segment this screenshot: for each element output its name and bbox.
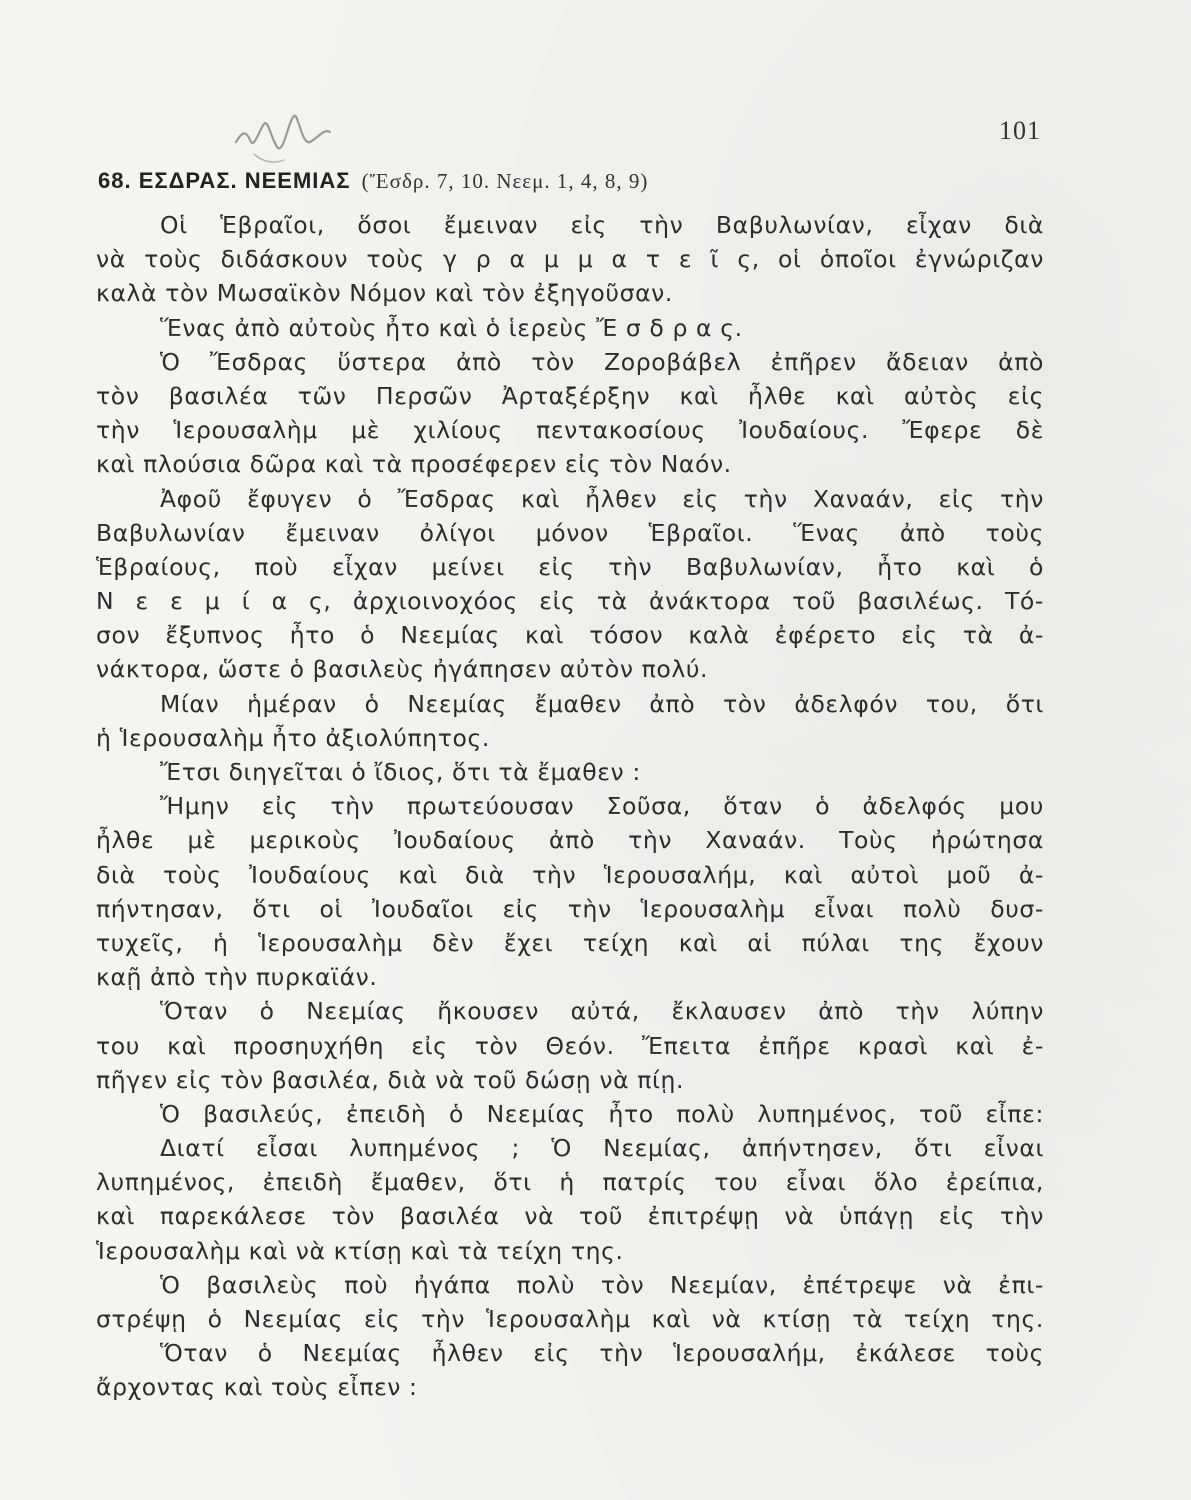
text-line: Διατί εἶσαι λυπημένος ; Ὁ Νεεμίας, ἀπήντησεν, ὅτι εἶναι (160, 1134, 1044, 1163)
text-line: ἦλθε μὲ μερικοὺς Ἰουδαίους ἀπὸ τὴν Χαναάν. Τοὺς ἠρώτησα (96, 826, 1044, 855)
text-line: Ἕνας ἀπὸ αὐτοὺς ἦτο καὶ ὁ ἱερεὺς Ἔ σ δ ρ α ς. (160, 313, 743, 342)
text-line: Ἱερουσαλὴμ καὶ νὰ κτίσῃ καὶ τὰ τείχη της. (96, 1236, 624, 1265)
body-text (96, 208, 1044, 1405)
text-line: Ὅταν ὁ Νεεμίας ἤκουσεν αὐτά, ἔκλαυσεν ἀπὸ τὴν λύπην (160, 997, 1044, 1026)
scripture-reference: (Ἔσδρ. 7, 10. Νεεμ. 1, 4, 8, 9) (361, 169, 649, 193)
text-line: καῇ ἀπὸ τὴν πυρκαϊάν. (96, 963, 378, 992)
text-line: του καὶ προσηυχήθη εἰς τὸν Θεόν. Ἔπειτα ἐπῆρε κρασὶ καὶ ἐ- (96, 1031, 1044, 1060)
text-line: Ὁ βασιλεὺς ποὺ ἠγάπα πολὺ τὸν Νεεμίαν, ἐπέτρεψε νὰ ἐπι- (160, 1270, 1044, 1299)
text-line: τυχεῖς, ἡ Ἱερουσαλὴμ δὲν ἔχει τείχη καὶ αἱ πύλαι της ἔχουν (96, 928, 1044, 957)
text-line: λυπημένος, ἐπειδὴ ἔμαθεν, ὅτι ἡ πατρίς του εἶναι ὅλο ἐρείπια, (96, 1168, 1044, 1197)
page-number: 101 (999, 116, 1041, 145)
text-line: Οἱ Ἑβραῖοι, ὅσοι ἔμειναν εἰς τὴν Βαβυλωνίαν, εἶχαν διὰ (160, 211, 1044, 239)
text-line: νὰ τοὺς διδάσκουν τοὺς γ ρ α μ μ α τ ε ῖ ς, οἱ ὁποῖοι ἐγνώριζαν (96, 245, 1044, 274)
text-line: καὶ πλούσια δῶρα καὶ τὰ προσέφερεν εἰς τὸν Ναόν. (96, 450, 732, 479)
text-line: Ἀφοῦ ἔφυγεν ὁ Ἔσδρας καὶ ἦλθεν εἰς τὴν Χαναάν, εἰς τὴν (160, 484, 1044, 513)
text-line: Ὅταν ὁ Νεεμίας ἦλθεν εἰς τὴν Ἱερουσαλήμ, ἐκάλεσε τοὺς (160, 1339, 1044, 1368)
text-line: Ὁ βασιλεύς, ἐπειδὴ ὁ Νεεμίας ἦτο πολὺ λυπημένος, τοῦ εἶπε: (160, 1099, 1044, 1128)
text-line: ἡ Ἱερουσαλὴμ ἦτο ἀξιολύπητος. (96, 723, 490, 752)
text-line: τὸν βασιλέα τῶν Περσῶν Ἀρταξέρξην καὶ ἦλθε καὶ αὐτὸς εἰς (96, 381, 1044, 410)
text-line: Βαβυλωνίαν ἔμειναν ὀλίγοι μόνον Ἑβραῖοι. Ἕνας ἀπὸ τοὺς (96, 518, 1044, 547)
text-line: πήντησαν, ὅτι οἱ Ἰουδαῖοι εἰς τὴν Ἱερουσαλὴμ εἶναι πολὺ δυσ- (96, 894, 1044, 923)
text-line: Μίαν ἡμέραν ὁ Νεεμίας ἔμαθεν ἀπὸ τὸν ἀδελφόν του, ὅτι (160, 689, 1044, 718)
text-line: Ν ε ε μ ί α ς, ἀρχιοινοχόος εἰς τὰ ἀνάκτορα τοῦ βασιλέως. Τό- (96, 587, 1044, 616)
text-line: νάκτορα, ὥστε ὁ βασιλεὺς ἠγάπησεν αὐτὸν πολύ. (96, 655, 709, 684)
handwritten-mark (228, 102, 348, 172)
text-line: Ὁ Ἔσδρας ὕστερα ἀπὸ τὸν Ζοροβάβελ ἐπῆρεν ἄδειαν ἀπὸ (160, 347, 1044, 376)
section-title: 68. ΕΣΔΡΑΣ. ΝΕΕΜΙΑΣ (98, 168, 351, 193)
text-line: Ἤμην εἰς τὴν πρωτεύουσαν Σοῦσα, ὅταν ὁ ἀδελφός μου (160, 792, 1044, 821)
text-line: διὰ τοὺς Ἰουδαίους καὶ διὰ τὴν Ἱερουσαλήμ, καὶ αὐτοὶ μοῦ ἀ- (96, 860, 1044, 889)
text-line: τὴν Ἱερουσαλὴμ μὲ χιλίους πεντακοσίους Ἰουδαίους. Ἔφερε δὲ (96, 416, 1044, 445)
text-line: Ἑβραίους, ποὺ εἶχαν μείνει εἰς τὴν Βαβυλωνίαν, ἦτο καὶ ὁ (96, 552, 1044, 581)
text-line: στρέψῃ ὁ Νεεμίας εἰς τὴν Ἱερουσαλὴμ καὶ νὰ κτίσῃ τὰ τείχη της. (96, 1305, 1044, 1333)
text-line: ἄρχοντας καὶ τοὺς εἶπεν : (96, 1373, 418, 1402)
text-line: πῆγεν εἰς τὸν βασιλέα, διὰ νὰ τοῦ δώσῃ νὰ πίῃ. (96, 1065, 685, 1094)
text-line: καλὰ τὸν Μωσαϊκὸν Νόμον καὶ τὸν ἐξηγοῦσαν. (96, 279, 673, 308)
text-line: σον ἔξυπνος ἦτο ὁ Νεεμίας καὶ τόσον καλὰ ἐφέρετο εἰς τὰ ἀ- (96, 621, 1044, 650)
section-heading (98, 168, 648, 194)
text-line: καὶ παρεκάλεσε τὸν βασιλέα νὰ τοῦ ἐπιτρέψῃ νὰ ὑπάγῃ εἰς τὴν (96, 1202, 1044, 1231)
text-line: Ἔτσι διηγεῖται ὁ ἴδιος, ὅτι τὰ ἔμαθεν : (160, 758, 641, 786)
